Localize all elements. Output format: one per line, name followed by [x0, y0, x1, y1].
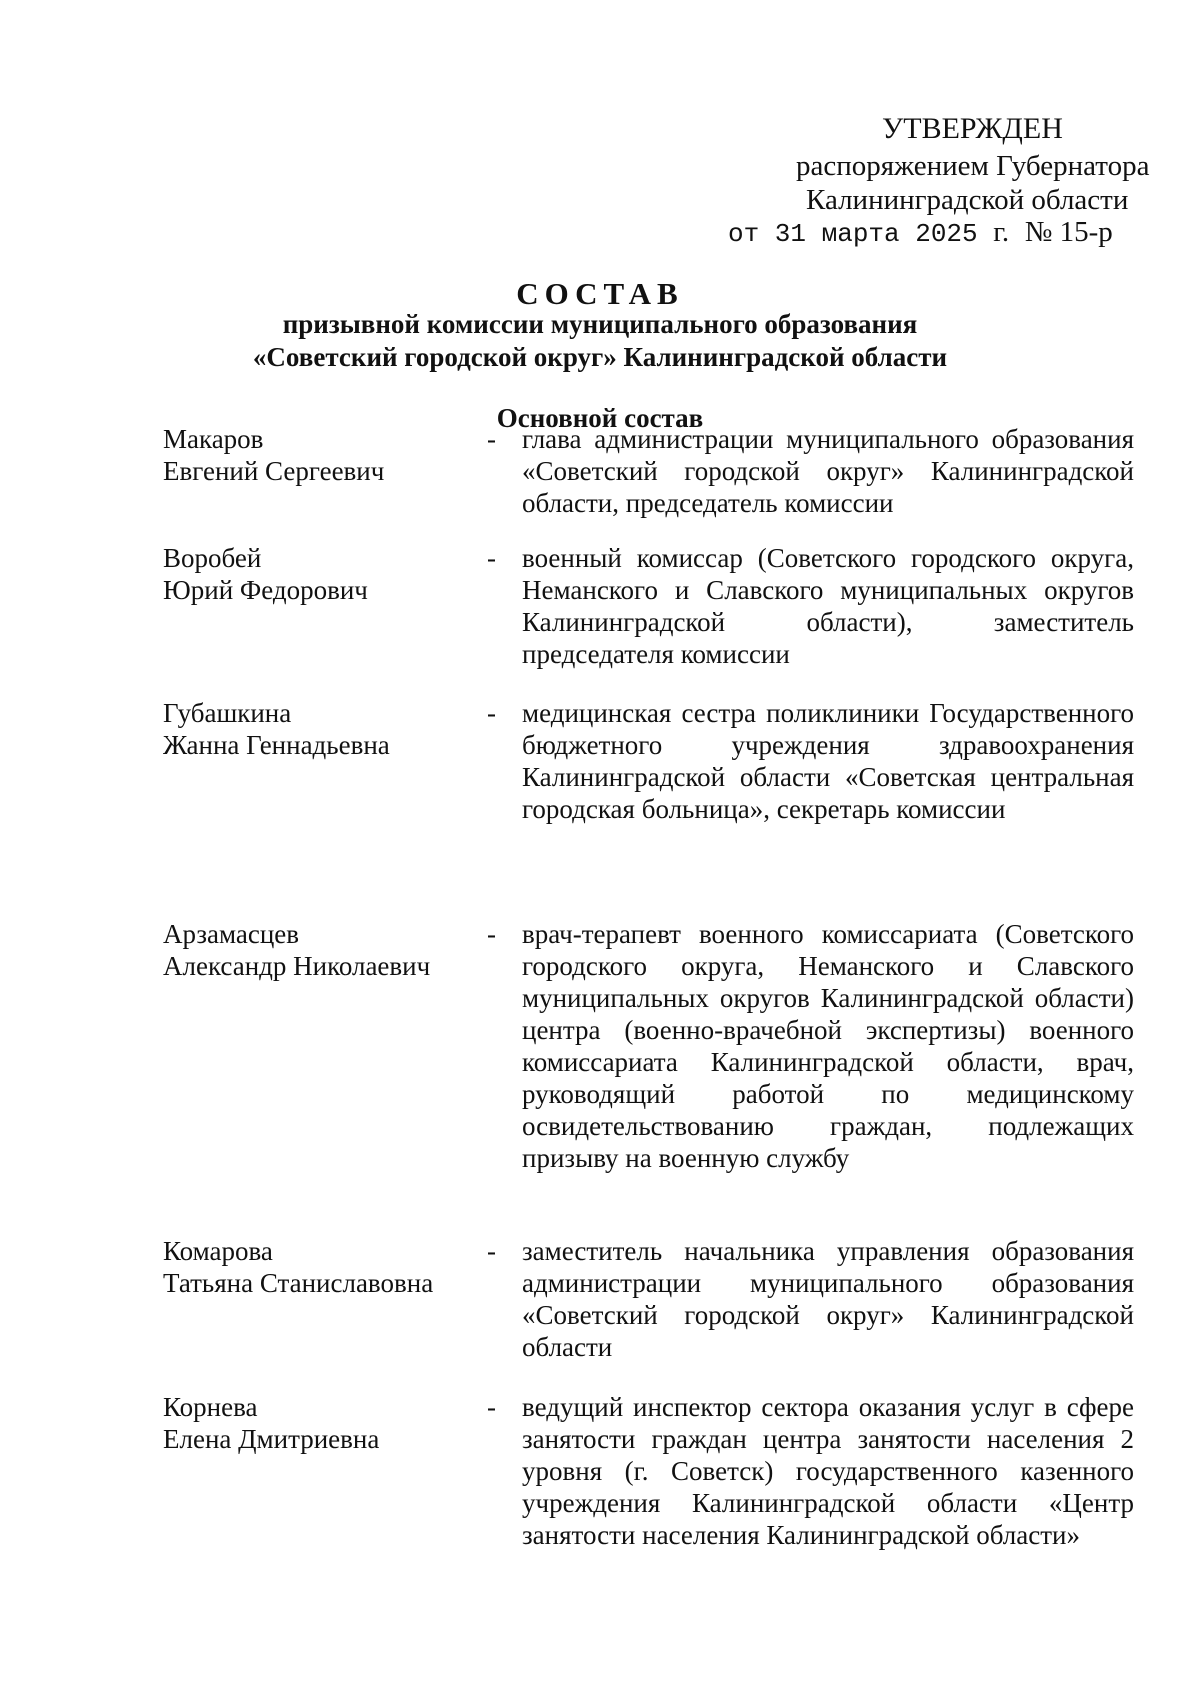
member-surname: Арзамасцев: [163, 919, 300, 949]
member-role: врач-терапевт военного комиссариата (Советского городского округа, Неманского и Славского муниципальных округов Калининградской области) центра (военно-врачебной экспертизы) военного комиссариата Калининградской области, врач, руководящий работой по медицинскому освидетельствованию граждан, подлежащих призыву на военную службу: [522, 919, 1134, 1173]
member-name: [163, 1235, 463, 1299]
member-surname: Корнева: [163, 1392, 258, 1422]
approval-heading: УТВЕРЖДЕН: [882, 112, 1063, 145]
section-title: Основной состав: [496, 403, 704, 433]
approval-region: Калининградской области: [806, 184, 1129, 216]
member-given-names: Елена Дмитриевна: [163, 1424, 380, 1454]
member-role: медицинская сестра поликлиники Государственного бюджетного учреждения здравоохранения Калининградской области «Советская центральная городская больница», секретарь комиссии: [522, 698, 1134, 824]
approval-date-number: [728, 216, 1113, 251]
approval-number: № 15-р: [1024, 216, 1113, 248]
member-name: [163, 423, 463, 487]
member-role: глава администрации муниципального образования «Советский городской округ» Калининградской области, председатель комиссии: [522, 424, 1134, 518]
member-dash: -: [487, 1236, 496, 1266]
approval-date: от 31 марта 2025: [728, 219, 978, 249]
member-dash: -: [487, 424, 496, 454]
member-given-names: Александр Николаевич: [163, 951, 431, 981]
member-name: [163, 542, 463, 606]
member-surname: Воробей: [163, 543, 262, 573]
member-given-names: Жанна Геннадьевна: [163, 730, 390, 760]
member-given-names: Евгений Сергеевич: [163, 456, 385, 486]
member-surname: Губашкина: [163, 698, 292, 728]
member-role: военный комиссар (Советского городского округа, Неманского и Славского муниципальных округов Калининградской области), заместитель председателя комиссии: [522, 543, 1134, 669]
member-name: [163, 918, 463, 982]
member-surname: Макаров: [163, 424, 264, 454]
member-surname: Комарова: [163, 1236, 273, 1266]
member-name: [163, 1391, 463, 1455]
member-dash: -: [487, 698, 496, 728]
member-name: [163, 697, 463, 761]
approval-authority: распоряжением Губернатора: [796, 150, 1150, 182]
document-subtitle-line-1: призывной комиссии муниципального образования: [282, 309, 918, 339]
member-dash: -: [487, 919, 496, 949]
document-title: СОСТАВ: [516, 276, 684, 311]
member-role: ведущий инспектор сектора оказания услуг в сфере занятости граждан центра занятости населения 2 уровня (г. Советск) государственного казенного учреждения Калининградской области «Центр занятости населения Калининградской области»: [522, 1392, 1134, 1550]
member-given-names: Юрий Федорович: [163, 575, 368, 605]
document-subtitle-line-2: «Советский городской округ» Калининградской области: [252, 342, 948, 372]
member-dash: -: [487, 543, 496, 573]
member-given-names: Татьяна Станиславовна: [163, 1268, 434, 1298]
member-dash: -: [487, 1392, 496, 1422]
member-role: заместитель начальника управления образования администрации муниципального образования «Советский городской округ» Калининградской области: [522, 1236, 1134, 1362]
approval-year-suffix: г.: [993, 216, 1010, 248]
